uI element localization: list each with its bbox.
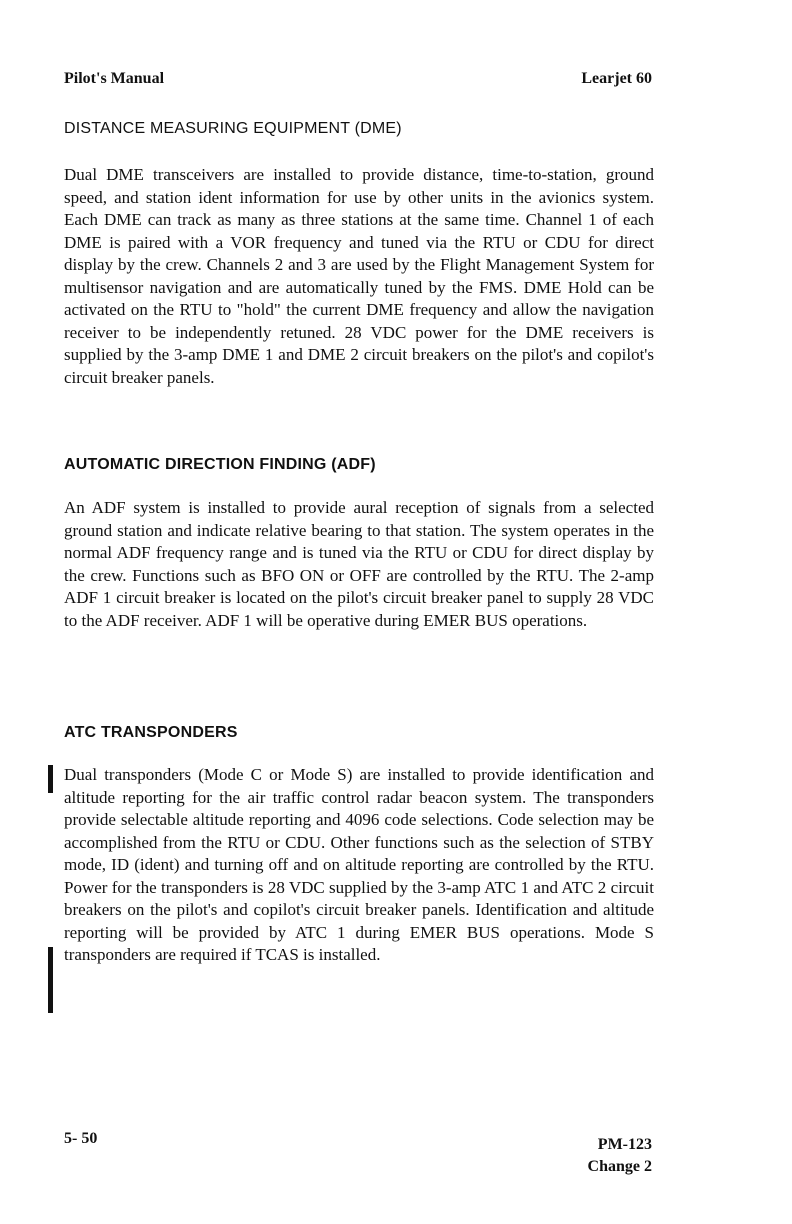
change-bar-top bbox=[48, 765, 53, 793]
change-number: Change 2 bbox=[587, 1158, 652, 1175]
section-title-adf: AUTOMATIC DIRECTION FINDING (ADF) bbox=[64, 456, 376, 473]
section-body-adf: An ADF system is installed to provide aural reception of signals from a selected ground station and indicate relative bearing to that station. The system operates in the normal ADF frequency range and is tuned via the RTU or CDU for direct display by the crew. Functions such as BFO ON or OFF are controlled by the RTU. The 2-amp ADF 1 circuit breaker is located on the pilot's circuit breaker panel to supply 28 VDC to the ADF receiver. ADF 1 will be operative during EMER BUS operations. bbox=[64, 498, 654, 630]
page-number: 5- 50 bbox=[64, 1130, 98, 1147]
change-bar-bottom bbox=[48, 947, 53, 1013]
running-header-aircraft: Learjet 60 bbox=[581, 70, 652, 87]
section-title-dme: DISTANCE MEASURING EQUIPMENT (DME) bbox=[64, 120, 402, 137]
section-body-atc: Dual transponders (Mode C or Mode S) are installed to provide identification and altitude reporting for the air traffic control radar beacon system. The transponders provide selectable altitude reporting and 4096 code selections. Code selection may be accomplished from the RTU or CDU. Other functions such as the selection of STBY mode, ID (ident) and turning off and on altitude reporting are controlled by the RTU. Power for the transponders is 28 VDC supplied by the 3-amp ATC 1 and ATC 2 circuit breakers on the pilot's and copilot's circuit breaker panels. Identification and altitude reporting will be provided by ATC 1 during EMER BUS operations. Mode S transponders are required if TCAS is installed. bbox=[64, 765, 654, 964]
running-header-title: Pilot's Manual bbox=[64, 70, 165, 87]
section-title-atc: ATC TRANSPONDERS bbox=[64, 724, 238, 741]
section-body-dme: Dual DME transceivers are installed to provide distance, time-to-station, ground speed, and station ident information for use by other units in the avionics system. Each DME can track as many as three stations at the same time. Channel 1 of each DME is paired with a VOR frequency and tuned via the RTU or CDU for direct display by the crew. Channels 2 and 3 are used by the Flight Management System for multisensor navigation and are automatically tuned by the FMS. DME Hold can be activated on the RTU to "hold" the current DME frequency and allow the navigation receiver to be independently retuned. 28 VDC power for the DME receivers is supplied by the 3-amp DME 1 and DME 2 circuit breakers on the pilot's and copilot's circuit breaker panels. bbox=[64, 165, 654, 387]
document-id: PM-123 bbox=[597, 1136, 652, 1153]
footer-doc-info bbox=[588, 1134, 652, 1178]
